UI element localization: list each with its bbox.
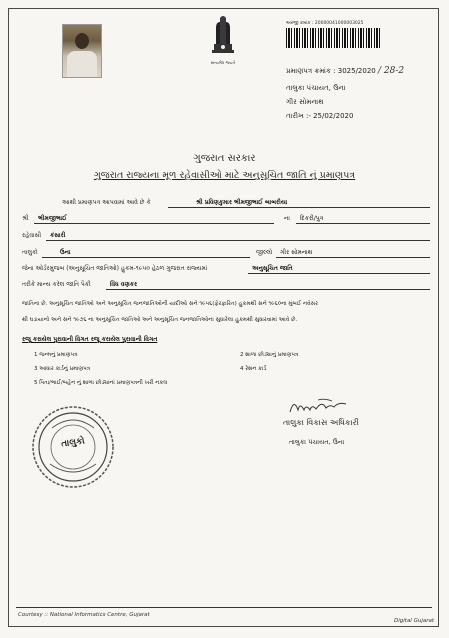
village-line — [46, 240, 430, 241]
caste-line — [106, 289, 430, 290]
declaration-line-2: થી ઘડાયાનો અને સને ૧૯૭૬ ના અનુસૂચિત જાતિઓ અને અનુસૂચિત જનજાતિઓના સુધારેલા હુકમથી સુધારવામાં આવે છે. — [22, 317, 298, 323]
order-line — [248, 273, 430, 274]
document-item: 5 પિતા/ભાઈ/બહેન નું શાળા છોડ્યાનાં પ્રમાણપત્રની ખરી નકલ — [34, 380, 168, 386]
seal-text: તાલુકો — [60, 436, 86, 450]
office-line-2: ગીર સોમનાથ — [286, 98, 324, 106]
date-label: તારીખ :- — [286, 112, 311, 120]
taluka-label: તાલુકો — [22, 249, 38, 256]
certificate-number-row — [286, 66, 404, 76]
footer-digital-gujarat: Digital Gujarat — [394, 618, 435, 624]
applicant-photo — [62, 24, 102, 78]
father-line — [34, 223, 274, 224]
district-value: ગીર સોમનાથ — [280, 249, 313, 256]
document-item: 4 રેશન કાર્ડ — [240, 366, 267, 372]
date-row — [286, 112, 353, 121]
footer-rule — [16, 607, 432, 608]
government-title: ગુજરાત સરકાર — [193, 153, 256, 164]
date-value: 25/02/2020 — [313, 112, 354, 120]
taluka-value: ઉના — [60, 249, 71, 256]
cert-no-label: પ્રમાણપત્ર ક્રમાંક : — [286, 67, 336, 75]
intro-line — [168, 207, 430, 208]
order-value: અનુસૂચિત જાતિ — [252, 265, 293, 272]
caste-value: વિંધ વણકર — [110, 281, 138, 288]
document-item: 3 આધાર કાર્ડનું પ્રમાણપત્ર — [34, 366, 91, 372]
cert-no-value: 3025/2020 — [337, 67, 376, 75]
document-item: 2 શાળા છોડ્યાનું પ્રમાણપત્ર — [240, 352, 299, 358]
office-line-1: તાલુકા પંચાયત, ઉના — [286, 84, 346, 92]
relation-line — [296, 223, 430, 224]
intro-label: આથી પ્રમાણપત્ર આપવામાં આવે છે કે — [62, 199, 151, 206]
declaration-line-1: જાતિના છે. અનુસૂચિત જાતિઓ અને અનુસૂચિત જનજાતિઓની યાદીઓ સને ૧૯૫૬(ફેરફારિત) હુકમથી સને ૧૯૬૦ના મુંબઈ નવેસર — [22, 301, 319, 307]
officer-title: તાલુકા વિકાસ અધિકારી — [283, 418, 359, 427]
village-label: રહેવાસી — [22, 232, 42, 239]
barcode — [286, 28, 382, 48]
footer-courtesy: Courtesy :: National Informatics Centre, Gujarat — [18, 612, 150, 618]
application-number: અરજી ક્રમાંક : 20000041000003025 — [286, 21, 364, 26]
relation-label: ના — [284, 215, 290, 222]
district-line — [276, 257, 430, 258]
order-label: જેના ઓર્ડરમુજબ (અનુસૂચિત જાતિઓ) હુકમ-૧૯૫૦ હેઠળ ગુજરાત રાજ્યમાં — [22, 265, 208, 272]
father-prefix: શ્રી — [22, 215, 29, 222]
caste-label: તરીકે માન્ય કરેલ જાતિ પૈકી — [22, 281, 91, 288]
applicant-name: શ્રી પ્રવિણકુમાર ભીમજીભાઈ બાબરીયા — [196, 199, 288, 206]
cert-no-handwritten: / 28-2 — [377, 66, 405, 76]
taluka-line — [42, 257, 250, 258]
village-value: કંસારી — [50, 232, 66, 239]
state-emblem-icon — [206, 14, 240, 58]
certificate-title: ગુજરાત રાજ્યના મૂળ રહેવાસીઓ માટે અનુસૂચિત જાતિ નું પ્રમાણપત્ર — [93, 170, 356, 181]
documents-heading: રજૂ કરાયેલ પુરાવાની વિગત રજૂ કરાયેલ પુરાવાની વિગત — [22, 336, 158, 343]
document-item: 1 જન્મનું પ્રમાણપત્ર — [34, 352, 78, 358]
father-name: ભીમજીભાઈ — [38, 215, 67, 222]
district-label: જીલ્લો — [256, 249, 273, 256]
officer-signature — [288, 396, 348, 416]
officer-office: તાલુકા પંચાયત, ઉના — [289, 438, 345, 446]
relation-value: દિકરી/પુત્ર — [300, 215, 324, 222]
emblem-caption: સત્યમેવ જયતે — [210, 60, 236, 65]
